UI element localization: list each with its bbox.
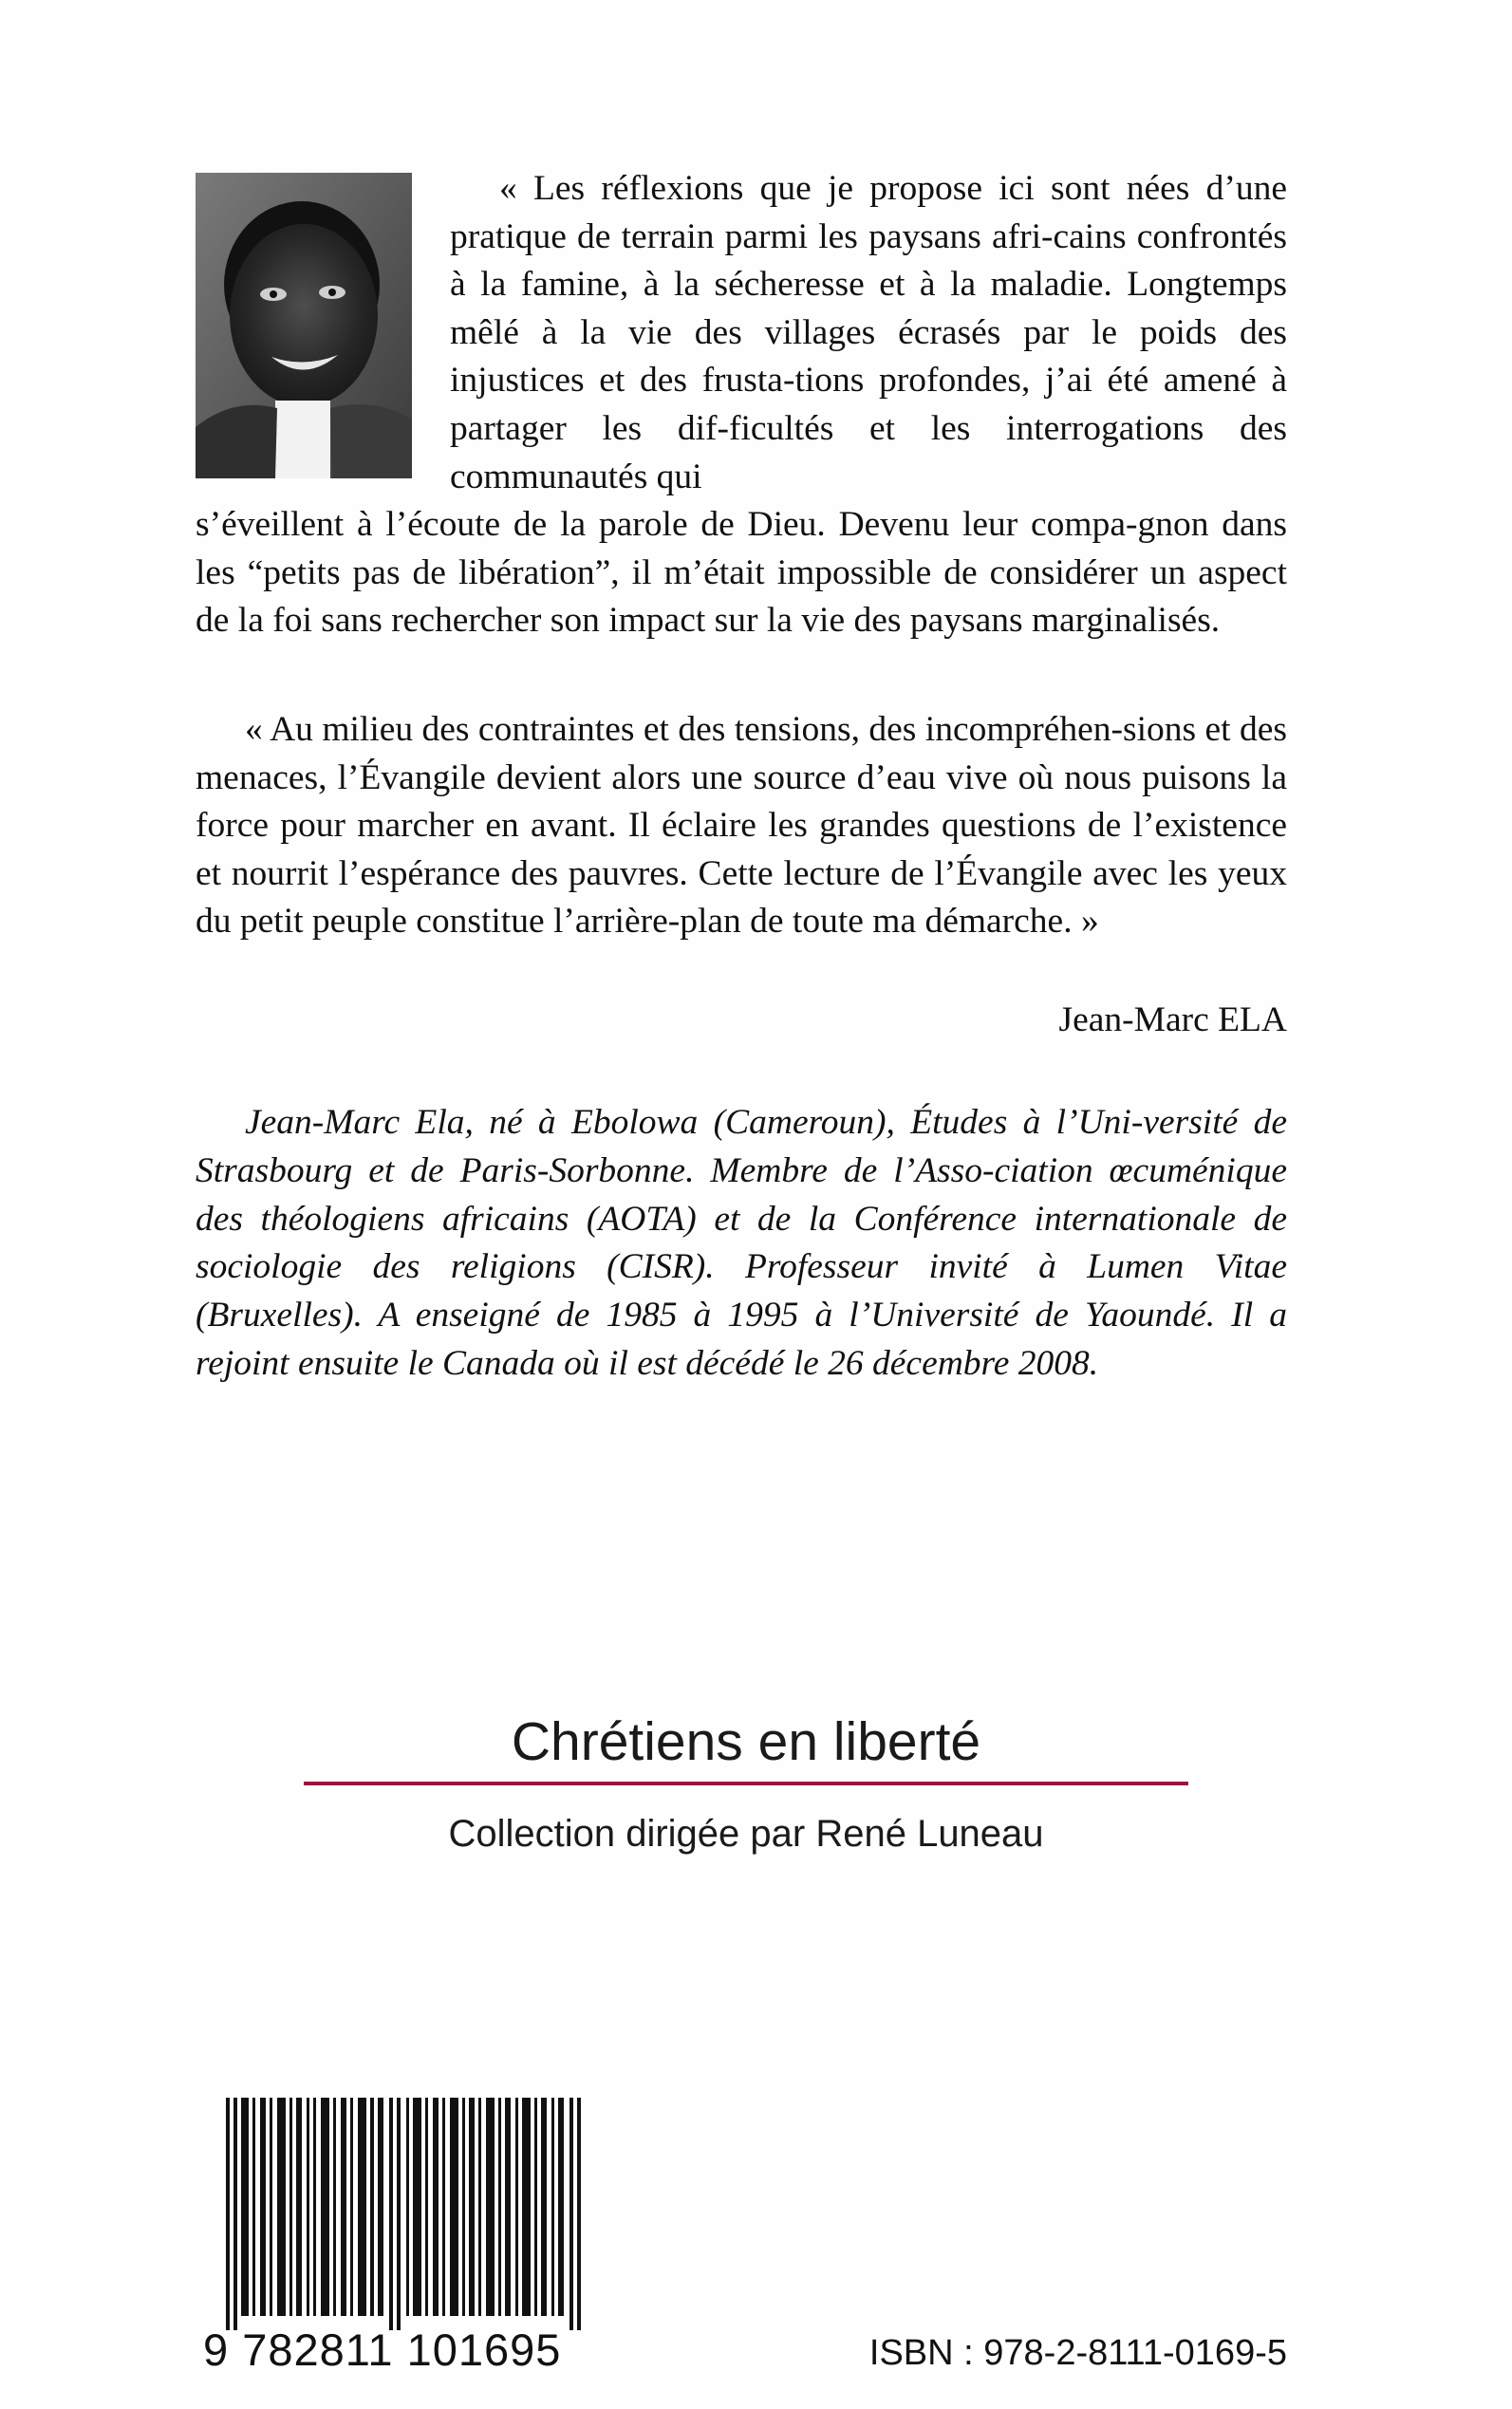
isbn-label: ISBN : 978-2-8111-0169-5 xyxy=(868,2333,1287,2373)
barcode-digits: 9 782811 101695 xyxy=(203,2325,562,2375)
author-photo xyxy=(196,173,412,478)
quote-signature: Jean-Marc ELA xyxy=(1058,1000,1287,1039)
quote-paragraph-1-top: « Les réflexions que je propose ici sont nées d’une pratique de terrain parmi les paysans afri-cains confrontés à la famine, à la sécheresse et à la maladie. Longtemps mêlé à la vie des villages écrasés par le poids des injustices et des frusta-tions profondes, j’ai été amené à partager les dif-ficultés et les interrogations des communautés qui xyxy=(450,169,1287,496)
quote-paragraph-1-bottom: s’éveillent à l’écoute de la parole de Dieu. Devenu leur compa-gnon dans les “petits pas de libération”, il m’était impossible de considérer un aspect de la foi sans rechercher son impact sur la vie des paysans marginalisés. xyxy=(196,505,1287,641)
author-portrait-image xyxy=(196,173,412,478)
collection-subtitle: Collection dirigée par René Luneau xyxy=(448,1813,1044,1855)
collection-divider xyxy=(304,1782,1188,1785)
author-biography: Jean-Marc Ela, né à Ebolowa (Cameroun), Études à l’Uni-versité de Strasbourg et de Paris-Sorbonne. Membre de l’Asso-ciation œcuménique des théologiens africains (AOTA) et de la Conférence internationale de sociologie des religions (CISR). Professeur invité à Lumen Vitae (Bruxelles). A enseigné de 1985 à 1995 à l’Université de Yaoundé. Il a rejoint ensuite le Canada où il est décédé le 26 décembre 2008. xyxy=(196,1103,1287,1383)
barcode-icon xyxy=(226,2098,589,2330)
quote-paragraph-2: « Au milieu des contraintes et des tensions, des incompréhen-sions et des menaces, l’Évangile devient alors une source d’eau vive où nous puisons la force pour marcher en avant. Il éclaire les grandes questions de l’existence et nourrit l’espérance des pauvres. Cette lecture de l’Évangile avec les yeux du petit peuple constitue l’arrière-plan de toute ma démarche. » xyxy=(196,710,1287,942)
collection-title: Chrétiens en liberté xyxy=(511,1711,981,1772)
